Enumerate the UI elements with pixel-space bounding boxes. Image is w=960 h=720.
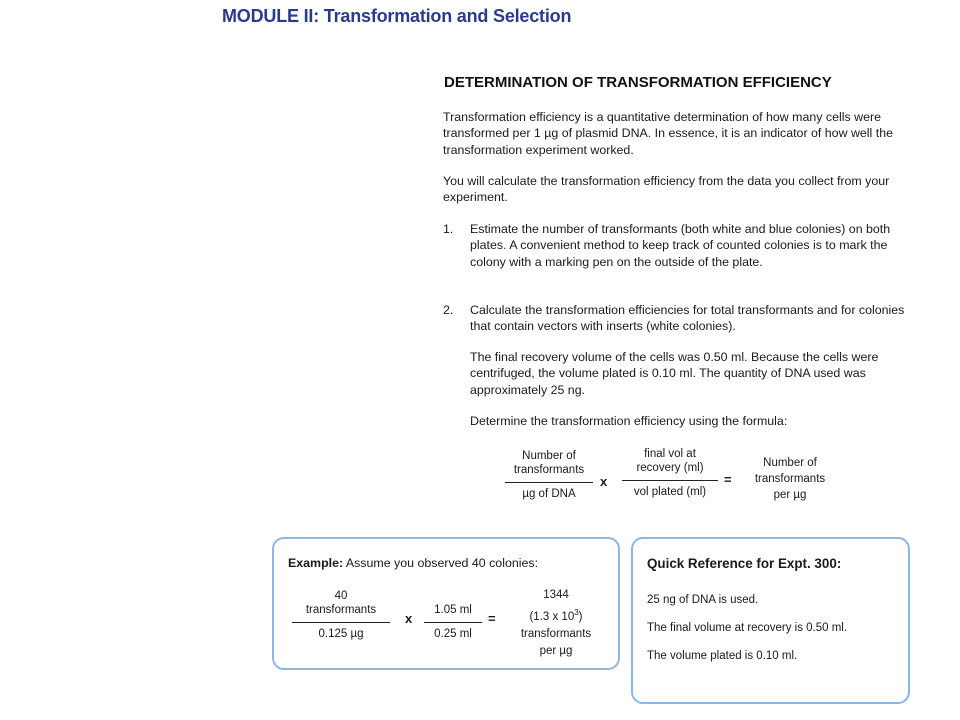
fraction-numerator: final vol at <box>644 448 696 460</box>
fraction-numerator: recovery (ml) <box>636 462 704 474</box>
step-1 <box>443 221 919 270</box>
multiply-sign: x <box>405 611 413 626</box>
equals-sign: = <box>724 472 732 487</box>
example-heading <box>288 556 538 570</box>
fraction-bar <box>292 622 390 623</box>
result-line: 1344 <box>543 589 569 601</box>
example-fraction-volume <box>424 603 482 641</box>
fraction-numerator: transformants <box>305 604 377 616</box>
intro-paragraph: Transformation efficiency is a quantitative determination of how many cells were transformed per 1 µg of plasmid DNA. In essence, it is an indicator of how well the transformation experiment worked. <box>443 110 893 157</box>
result-line: (1.3 x $10^3$) <box>529 608 583 623</box>
reference-line: The final volume at recovery is 0.50 ml. <box>647 622 848 634</box>
fraction-denominator: 0.25 ml <box>434 628 472 640</box>
fraction-denominator: 0.125 µg <box>318 628 364 640</box>
result-line: per µg <box>773 489 807 501</box>
fraction-bar <box>424 622 482 623</box>
fraction-denominator: vol plated (ml) <box>633 486 707 498</box>
fraction-numerator: transformants <box>513 464 585 476</box>
fraction-bar <box>622 480 718 481</box>
fraction-bar <box>505 482 593 483</box>
fraction-numerator: 40 <box>334 590 348 602</box>
fraction-numerator: Number of <box>522 450 576 462</box>
formula-result <box>742 455 838 503</box>
example-fraction-transformants <box>292 589 390 641</box>
example-label: Example: <box>288 556 344 570</box>
multiply-sign: x <box>600 474 608 489</box>
formula-instruction: Determine the transformation efficiency using the formula: <box>470 414 788 428</box>
step-number: 1. <box>443 222 454 236</box>
fraction-numerator: 1.05 ml <box>434 604 472 616</box>
quick-reference-box <box>631 537 910 704</box>
formula-fraction-transformants <box>505 449 593 501</box>
section-heading: DETERMINATION OF TRANSFORMATION EFFICIENCY <box>444 74 832 91</box>
example-box <box>272 537 620 670</box>
reference-line: The volume plated is 0.10 ml. <box>647 650 798 662</box>
example-text: Assume you observed 40 colonies: <box>343 556 539 570</box>
result-line: transformants <box>754 473 826 485</box>
equals-sign: = <box>488 611 496 626</box>
result-line: per µg <box>539 644 573 657</box>
recovery-volume-paragraph: The final recovery volume of the cells was 0.50 ml. Because the cells were centrifuged, the volume plated is 0.10 ml. The quantity of DNA used was approximately 25 ng. <box>470 350 879 397</box>
step-number: 2. <box>443 303 454 317</box>
formula-fraction-volume <box>622 447 718 499</box>
step-text: Calculate the transformation efficiencies for total transformants and for colonies that contain vectors with inserts (white colonies). <box>470 303 905 334</box>
step-text: Estimate the number of transformants (both white and blue colonies) on both plates. A convenient method to keep track of counted colonies is to mark the colony with a marking pen on the outside of the plate. <box>470 222 891 269</box>
module-title: MODULE II: Transformation and Selection <box>222 6 572 26</box>
reference-line: 25 ng of DNA is used. <box>647 594 759 606</box>
result-line: Number of <box>763 457 817 469</box>
result-line: transformants <box>520 627 592 640</box>
example-result <box>506 587 606 660</box>
calc-intro-paragraph: You will calculate the transformation efficiency from the data you collect from your experiment. <box>443 174 890 205</box>
quick-reference-title: Quick Reference for Expt. 300: <box>647 556 842 571</box>
step-2 <box>443 302 919 335</box>
fraction-denominator: µg of DNA <box>522 488 576 500</box>
